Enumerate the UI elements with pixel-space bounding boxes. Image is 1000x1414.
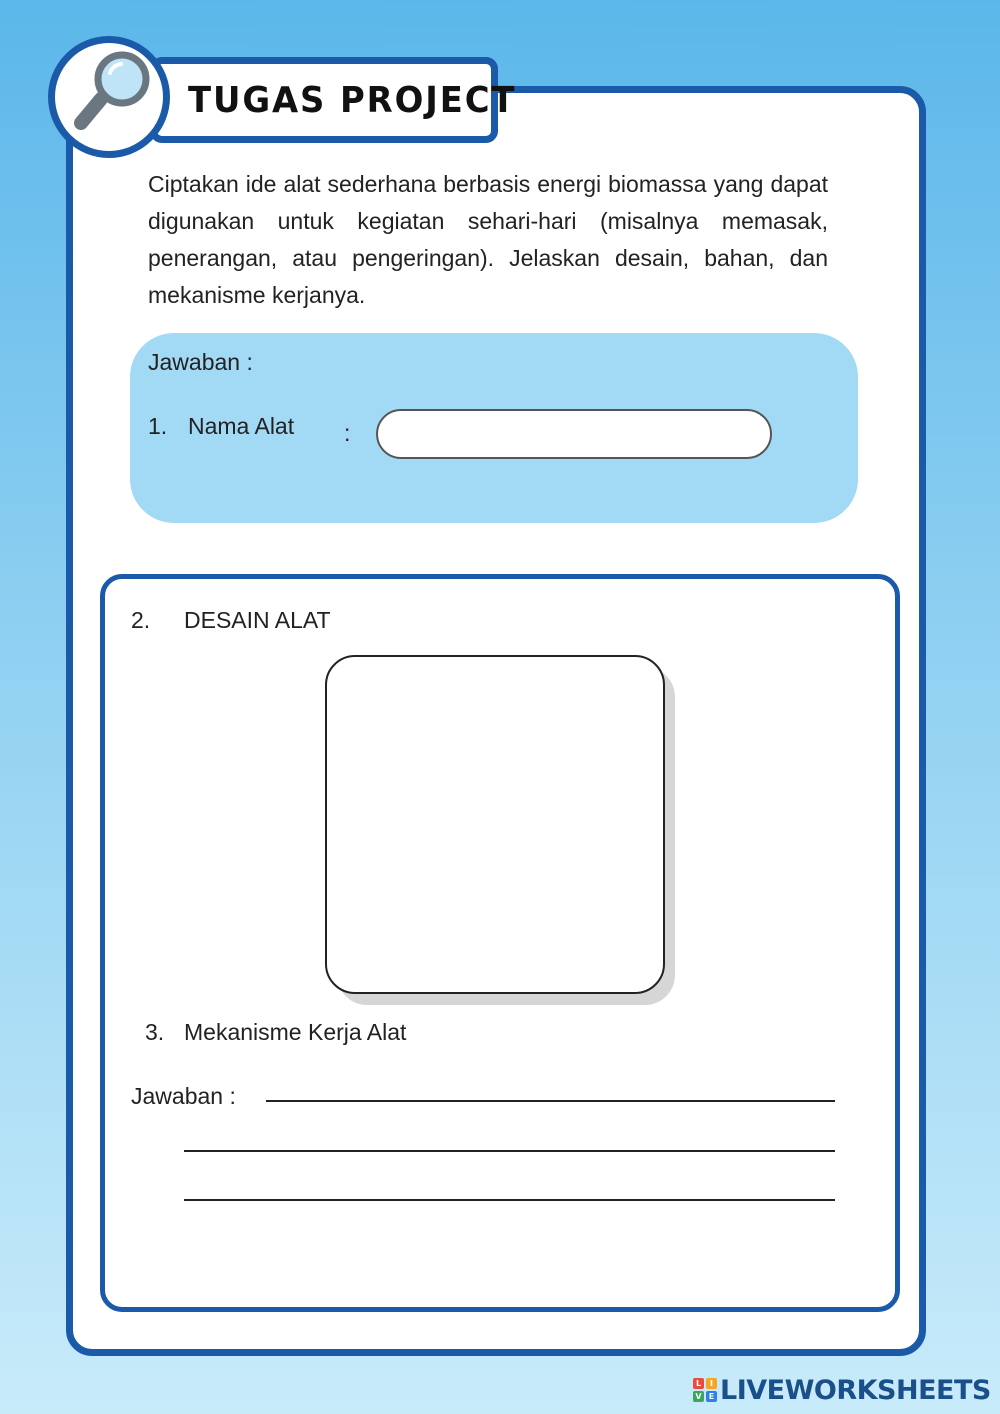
- brand-name: LIVEWORKSHEETS: [720, 1374, 991, 1406]
- answer-line-3[interactable]: [184, 1199, 835, 1201]
- logo-letter-e: E: [706, 1391, 717, 1402]
- tool-name-label: Nama Alat: [188, 413, 295, 439]
- magnifier-icon: [55, 43, 163, 151]
- logo-letter-i: I: [706, 1378, 717, 1389]
- task-description: Ciptakan ide alat sederhana berbasis energi biomassa yang dapat digunakan untuk kegiatan sehari-hari (misalnya memasak, penerangan, atau pengeringan). Jelaskan desain, bahan, dan mekanisme kerjanya.: [148, 171, 828, 308]
- logo-letter-l: L: [693, 1378, 704, 1389]
- title-badge: [48, 36, 170, 158]
- tool-name-input[interactable]: [376, 409, 772, 459]
- design-drawing-area[interactable]: [325, 655, 665, 994]
- liveworksheets-icon: [693, 1378, 717, 1402]
- page-title: TUGAS PROJECT: [188, 80, 517, 121]
- item-1-number: 1.: [148, 413, 168, 439]
- liveworksheets-logo: [693, 1373, 991, 1407]
- answer-line-1[interactable]: [266, 1100, 835, 1102]
- design-label: DESAIN ALAT: [184, 607, 331, 633]
- mechanism-answer-label: Jawaban :: [131, 1083, 236, 1109]
- item-3-number: 3.: [145, 1019, 165, 1045]
- answer-line-2[interactable]: [184, 1150, 835, 1152]
- tool-name-colon: :: [344, 420, 351, 446]
- mechanism-label: Mekanisme Kerja Alat: [184, 1019, 407, 1045]
- logo-letter-v: V: [693, 1391, 704, 1402]
- answer-label: Jawaban :: [148, 349, 253, 375]
- item-2-number: 2.: [131, 607, 151, 633]
